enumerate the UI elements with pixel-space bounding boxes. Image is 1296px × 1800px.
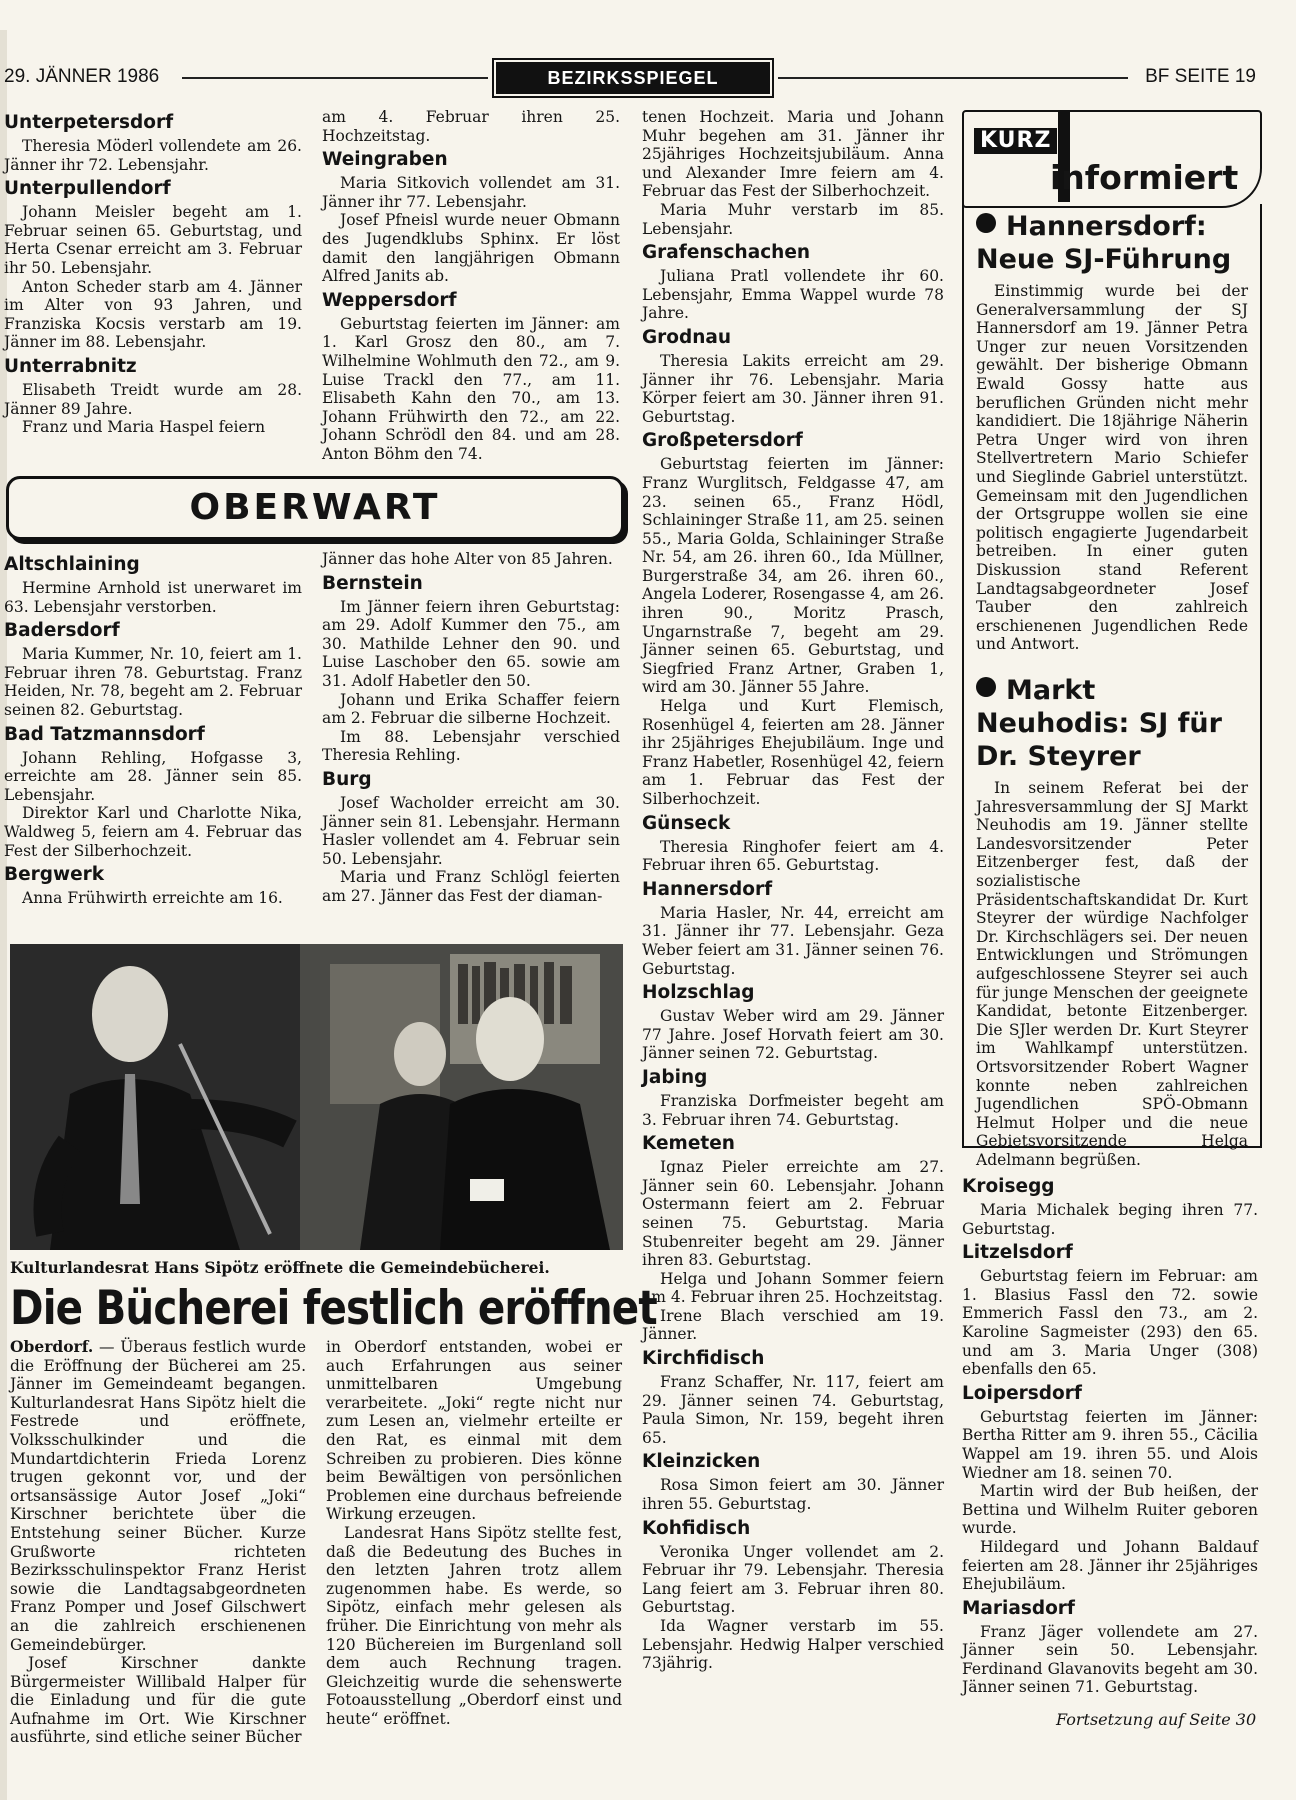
entry-paragraph: Im 88. Lebensjahr verschied Theresia Rehling. bbox=[322, 727, 620, 765]
article-column-1 bbox=[10, 1338, 306, 1747]
informiert-label: informiert bbox=[1050, 158, 1239, 197]
entry-paragraph: Irene Blach verschied am 19. Jänner. bbox=[642, 1306, 944, 1344]
place-heading: Weppersdorf bbox=[322, 289, 457, 311]
kurz-informiert-box bbox=[962, 110, 1262, 208]
entry-paragraph: Franz Jäger vollendete am 27. Jänner sein 50. Lebensjahr. Ferdinand Glavanovits begeht am 30. Jänner seinen 71. Geburtstag. bbox=[962, 1622, 1258, 1697]
kurz-label: KURZ bbox=[974, 128, 1057, 154]
place-heading: Jabing bbox=[642, 1066, 708, 1088]
entry-paragraph: Im Jänner feiern ihren Geburtstag: am 29. Adolf Kummer den 75., am 30. Mathilde Lehner den 90. und Luise Laschober den 65. sowie am 31. Adolf Habetler den 50. bbox=[322, 597, 620, 690]
header-rule-left bbox=[182, 77, 488, 79]
entry-paragraph: Josef Wacholder erreicht am 30. Jänner sein 81. Lebensjahr. Hermann Hasler vollendet am 4. Februar sein 50. Lebensjahr. bbox=[322, 793, 620, 868]
place-heading: Loipersdorf bbox=[962, 1382, 1082, 1404]
column-3 bbox=[642, 108, 944, 1673]
lead-paragraph: tenen Hochzeit. Maria und Johann Muhr begehen am 31. Jänner ihr 25jähriges Hochzeitsjubiläum. Anna und Alexander Imre feiern am 4. Februar das Fest der Silberhochzeit. bbox=[642, 108, 944, 201]
place-heading: Grodnau bbox=[642, 326, 732, 348]
place-heading: Unterpetersdorf bbox=[4, 112, 174, 133]
place-heading: Badersdorf bbox=[4, 620, 120, 642]
header-rule-right bbox=[778, 77, 1128, 79]
news-photo bbox=[10, 944, 623, 1250]
entry-paragraph: Geburtstag feiern im Februar: am 1. Blasius Fassl den 72. sowie Emmerich Fassl den 73., am 2. Karoline Sagmeister (293) den 65. und am 3. Maria Unger (308) ebenfalls den 65. bbox=[962, 1267, 1258, 1379]
entry-paragraph: Geburtstag feierten im Jänner: Franz Wurglitsch, Feldgasse 47, am 23. seinen 65., Franz Hödl, Schlaininger Straße 11, am 25. seinen 55., Maria Golda, Schlaininger Straße Nr. 54, am 26. ihren 60., Ida Müllner, Burgerstraße 34, am 26. ihren 60., Angela Loderer, Rosengasse 4, am 26. ihren 90., Moritz Prasch, Ungarnstraße 7, begeht am 29. Jänner seinen 65. Geburtstag, und Siegfried Franz Artner, Graben 1, wird am 30. Jänner 55 Jahre. bbox=[642, 455, 944, 697]
section-title: BEZIRKSSPIEGEL bbox=[496, 62, 770, 94]
entry-paragraph: Helga und Kurt Flemisch, Rosenhügel 4, feierten am 28. Jänner ihr 25jähriges Ehejubiläum. Inge und Franz Habetler, Rosenhügel 42, feiern am 1. Februar das Fest der Silberhochzeit. bbox=[642, 697, 944, 808]
column-2-top bbox=[322, 108, 620, 464]
entry-paragraph: Johann und Erika Schaffer feiern am 2. Februar die silberne Hochzeit. bbox=[322, 690, 620, 728]
entry-paragraph: Geburtstag feierten im Jänner: Bertha Ritter am 9. ihren 55., Cäcilia Wappel am 19. ihren 55. und Alois Wiedner am 18. seinen 70. bbox=[962, 1407, 1258, 1482]
place-heading: Grafenschachen bbox=[642, 242, 811, 264]
entry-paragraph: Josef Pfneisl wurde neuer Obmann des Jugendklubs Sphinx. Er löst damit den langjährigen Obmann Alfred Janits ab. bbox=[322, 211, 620, 286]
entry-paragraph: Anna Frühwirth erreichte am 16. bbox=[22, 889, 283, 908]
place-heading: Unterpullendorf bbox=[4, 178, 171, 200]
entry-paragraph: Maria und Franz Schlögl feierten am 27. Jänner das Fest der diaman- bbox=[322, 868, 620, 905]
place-heading: Bernstein bbox=[322, 572, 423, 594]
photo-caption: Kulturlandesrat Hans Sipötz eröffnete die Gemeindebücherei. bbox=[10, 1258, 550, 1277]
issue-date: 29. JÄNNER 1986 bbox=[4, 66, 160, 87]
entry-paragraph: Hildegard und Johann Baldauf feierten am 28. Jänner ihr 25jähriges Ehejubiläum. bbox=[962, 1537, 1258, 1594]
entry-paragraph: Juliana Pratl vollendete ihr 60. Lebensjahr, Emma Wappel wurde 78 Jahre. bbox=[642, 267, 944, 323]
entry-paragraph: Johann Rehling, Hofgasse 3, erreichte am 28. Jänner sein 85. Lebensjahr. bbox=[4, 748, 302, 804]
entry-paragraph: Hermine Arnhold ist unerwaret im 63. Lebensjahr verstorben. bbox=[4, 579, 302, 616]
news-sidebox bbox=[962, 204, 1262, 1169]
lead-paragraph: Maria Muhr verstarb im 85. Lebensjahr. bbox=[642, 200, 944, 238]
article-paragraph bbox=[10, 1338, 306, 1654]
place-heading: Bad Tatzmannsdorf bbox=[4, 723, 205, 745]
entry-paragraph: Franz und Maria Haspel feiern bbox=[22, 418, 266, 437]
entry-paragraph: Veronika Unger vollendet am 2. Februar ihr 79. Lebensjahr. Theresia Lang feiert am 3. Februar ihren 80. Geburtstag. bbox=[642, 1542, 944, 1617]
place-heading: Großpetersdorf bbox=[642, 430, 803, 452]
entry-paragraph: Maria Michalek beging ihren 77. Geburtstag. bbox=[962, 1201, 1258, 1238]
entry-paragraph: Helga und Johann Sommer feiern am 4. Februar ihren 25. Hochzeitstag. bbox=[642, 1269, 944, 1307]
entry-paragraph: Theresia Lakits erreicht am 29. Jänner ihr 76. Lebensjahr. Maria Körper feiert am 30. Jänner ihren 91. Geburtstag. bbox=[642, 351, 944, 426]
place-heading: Kemeten bbox=[642, 1133, 735, 1155]
bullet-icon bbox=[976, 677, 996, 697]
article-paragraph: in Oberdorf entstanden, wobei er auch Erfahrungen aus seiner unmittelbaren Umgebung verarbeitete. „Joki“ regte nicht nur zum Lesen an, vielmehr erteilte er den Rat, es einmal mit dem Schreiben zu probieren. Dies könne beim Bewältigen von persönlichen Problemen eine durchaus befreiende Wirkung erzeugen. bbox=[326, 1338, 622, 1524]
column-1-top bbox=[4, 108, 302, 437]
lead-paragraph: Jänner das hohe Alter von 85 Jahren. bbox=[322, 550, 613, 568]
entry-paragraph: Rosa Simon feiert am 30. Jänner ihren 55. Geburtstag. bbox=[642, 1476, 944, 1514]
entry-paragraph: Maria Hasler, Nr. 44, erreicht am 31. Jänner ihr 77. Lebensjahr. Geza Weber feiert am 31. Jänner seinen 76. Geburtstag. bbox=[642, 903, 944, 978]
place-heading: Bergwerk bbox=[4, 864, 105, 886]
region-banner bbox=[6, 476, 624, 540]
entry-paragraph: Anton Scheder starb am 4. Jänner im Alter von 93 Jahren, und Franziska Kocsis verstarb am 19. Jänner im 88. Lebensjahr. bbox=[4, 277, 302, 352]
place-heading: Mariasdorf bbox=[962, 1597, 1075, 1619]
place-heading: Günseck bbox=[642, 812, 731, 834]
place-heading: Burg bbox=[322, 768, 372, 790]
article-paragraph: Josef Kirschner dankte Bürgermeister Willibald Halper für die Einladung und für die gute Aufnahme im Ort. Wie Kirschner ausführte, sind etliche seiner Bücher bbox=[10, 1654, 306, 1747]
article-headline: Die Bücherei festlich eröffnet bbox=[10, 1281, 657, 1336]
place-heading: Hannersdorf bbox=[642, 878, 773, 900]
entry-paragraph: Franziska Dorfmeister begeht am 3. Februar ihren 74. Geburtstag. bbox=[642, 1091, 944, 1129]
article-dateline: Oberdorf. bbox=[10, 1337, 94, 1356]
sidebox-headline: Markt Neuhodis: SJ für Dr. Steyrer bbox=[976, 675, 1222, 772]
entry-paragraph: Martin wird der Bub heißen, der Bettina und Wilhelm Ruiter geboren wurde. bbox=[962, 1482, 1258, 1538]
place-heading: Litzelsdorf bbox=[962, 1242, 1073, 1264]
sidebox-news-2 bbox=[976, 674, 1248, 1169]
entry-paragraph: Maria Sitkovich vollendet am 31. Jänner ihr 77. Lebensjahr. bbox=[322, 174, 620, 211]
column-2-middle bbox=[322, 550, 620, 906]
entry-paragraph: Ida Wagner verstarb im 55. Lebensjahr. Hedwig Halper verschied 73jährig. bbox=[642, 1617, 944, 1673]
place-heading: Kirchfidisch bbox=[642, 1348, 765, 1370]
place-heading: Kohfidisch bbox=[642, 1517, 751, 1539]
place-heading: Weingraben bbox=[322, 149, 448, 171]
entry-paragraph: Maria Kummer, Nr. 10, feiert am 1. Februar ihren 78. Geburtstag. Franz Heiden, Nr. 78, begeht am 2. Februar seinen 82. Geburtstag. bbox=[4, 645, 302, 719]
entry-paragraph: Johann Meisler begeht am 1. Februar seinen 65. Geburtstag, und Herta Csenar erreicht am 3. Februar ihr 50. Lebensjahr. bbox=[4, 203, 302, 277]
entry-paragraph: Theresia Ringhofer feiert am 4. Februar ihren 65. Geburtstag. bbox=[642, 837, 944, 875]
sidebox-news-1 bbox=[976, 210, 1248, 654]
entry-paragraph: Elisabeth Treidt wurde am 28. Jänner 89 Jahre. bbox=[4, 380, 302, 418]
place-heading: Holzschlag bbox=[642, 982, 755, 1004]
sidebox-headline: Hannersdorf: Neue SJ-Führung bbox=[976, 211, 1232, 275]
place-heading: Unterrabnitz bbox=[4, 355, 137, 377]
entry-paragraph: Direktor Karl und Charlotte Nika, Waldweg 5, feiern am 4. Februar das Fest der Silberhochzeit. bbox=[4, 804, 302, 860]
page-header bbox=[4, 62, 1256, 92]
lead-paragraph: am 4. Februar ihren 25. Hochzeitstag. bbox=[322, 108, 620, 145]
entry-paragraph: Theresia Möderl vollendete am 26. Jänner ihr 72. Lebensjahr. bbox=[4, 137, 302, 174]
bullet-icon bbox=[976, 213, 996, 233]
column-1-middle bbox=[4, 550, 302, 908]
entry-paragraph: Franz Schaffer, Nr. 117, feiert am 29. Jänner seinen 74. Geburtstag, Paula Simon, Nr. 159, begeht ihren 65. bbox=[642, 1373, 944, 1447]
entry-paragraph: Gustav Weber wird am 29. Jänner 77 Jahre. Josef Horvath feiert am 30. Jänner seinen 72. Geburtstag. bbox=[642, 1007, 944, 1063]
place-heading: Altschlaining bbox=[4, 554, 140, 575]
place-heading: Kroisegg bbox=[962, 1176, 1055, 1197]
sidebox-paragraph: In seinem Referat bei der Jahresversammlung der SJ Markt Neuhodis am 19. Jänner stellte Landesvorsitzender Peter Eitzenberger fest, daß der sozialistische Präsidentschaftskandidat Dr. Kurt Steyrer der würdige Nachfolger Dr. Kirchschlägers sei. Der neuen Entwicklungen und Strömungen aufgeschlossene Steyrer sei auch für junge Menschen der geeignete Kandidat, betonte Eitzenberger. Die SJler werden Dr. Kurt Steyrer im Wahlkampf unterstützen. Ortsvorsitzender Robert Wagner konnte neben zahlreichen Jugendlichen SPÖ-Obmann Helmut Holper und die neue Gebietsvorsitzende Helga Adelmann begrüßen. bbox=[976, 779, 1248, 1169]
article-column-2 bbox=[326, 1338, 622, 1728]
sidebox-paragraph: Einstimmig wurde bei der Generalversammlung der SJ Hannersdorf am 19. Jänner Petra Unger zur neuen Vorsitzenden gewählt. Der bisherige Obmann Ewald Gossy hatte aus beruflichen Gründen nicht mehr kandidiert. Die 18jährige Näherin Petra Unger wird von ihren Stellvertretern Mario Schiefer und Sieglinde Gabriel unterstützt. Gemeinsam mit den Jugendlichen der Ortsgruppe wollen sie eine politisch engagierte Jugendarbeit betreiben. In einer guten Diskussion stand Referent Landtagsabgeordneter Josef Tauber den zahlreich erschienenen Jugendlichen Rede und Antwort. bbox=[976, 282, 1248, 654]
continuation-note: Fortsetzung auf Seite 30 bbox=[1056, 1710, 1257, 1729]
column-4 bbox=[962, 1172, 1258, 1697]
place-heading: Kleinzicken bbox=[642, 1451, 761, 1473]
entry-paragraph: Ignaz Pieler erreichte am 27. Jänner sein 60. Lebensjahr. Johann Ostermann feiert am 2. Februar seinen 75. Geburtstag. Maria Stubenreiter begeht am 29. Jänner ihren 83. Geburtstag. bbox=[642, 1158, 944, 1270]
entry-paragraph: Geburtstag feierten im Jänner: am 1. Karl Grosz den 80., am 7. Wilhelmine Wohlmuth den 72., am 9. Luise Trackl den 77., am 11. Elisabeth Kahn den 70., am 13. Johann Frühwirth den 72., am 22. Johann Schrödl den 84. und am 28. Anton Böhm den 74. bbox=[322, 314, 620, 463]
photo-illustration bbox=[10, 944, 623, 1250]
article-text: — Überaus festlich wurde die Eröffnung der Bücherei am 25. Jänner im Gemeindeamt begangen. Kulturlandesrat Hans Sipötz hielt die Festrede und eröffnete, Volksschulkinder und die Mundartdichterin Frieda Lorenz trugen gekonnt vor, und der ortsansässige Autor Josef „Joki“ Kirschner berichtete über die Entstehung seiner Bücher. Kurze Grußworte richteten Bezirksschulinspektor Franz Herist sowie die Landtagsabgeordneten Franz Pomper und Josef Gilschwert an die zahlreich erschienenen Gemeindebürger. bbox=[10, 1338, 306, 1654]
page-number: BF SEITE 19 bbox=[1145, 66, 1256, 87]
region-banner-text: OBERWART bbox=[189, 487, 441, 528]
article-paragraph: Landesrat Hans Sipötz stellte fest, daß die Bedeutung des Buches in den letzten Jahren trotz allem zugenommen habe. Es werde, so Sipötz, einfach mehr gelesen als früher. Die Einrichtung von mehr als 120 Büchereien im Burgenland soll dem auch Rechnung tragen. Gleichzeitig wurde die sehenswerte Fotoausstellung „Oberdorf einst und heute“ eröffnet. bbox=[326, 1523, 622, 1728]
